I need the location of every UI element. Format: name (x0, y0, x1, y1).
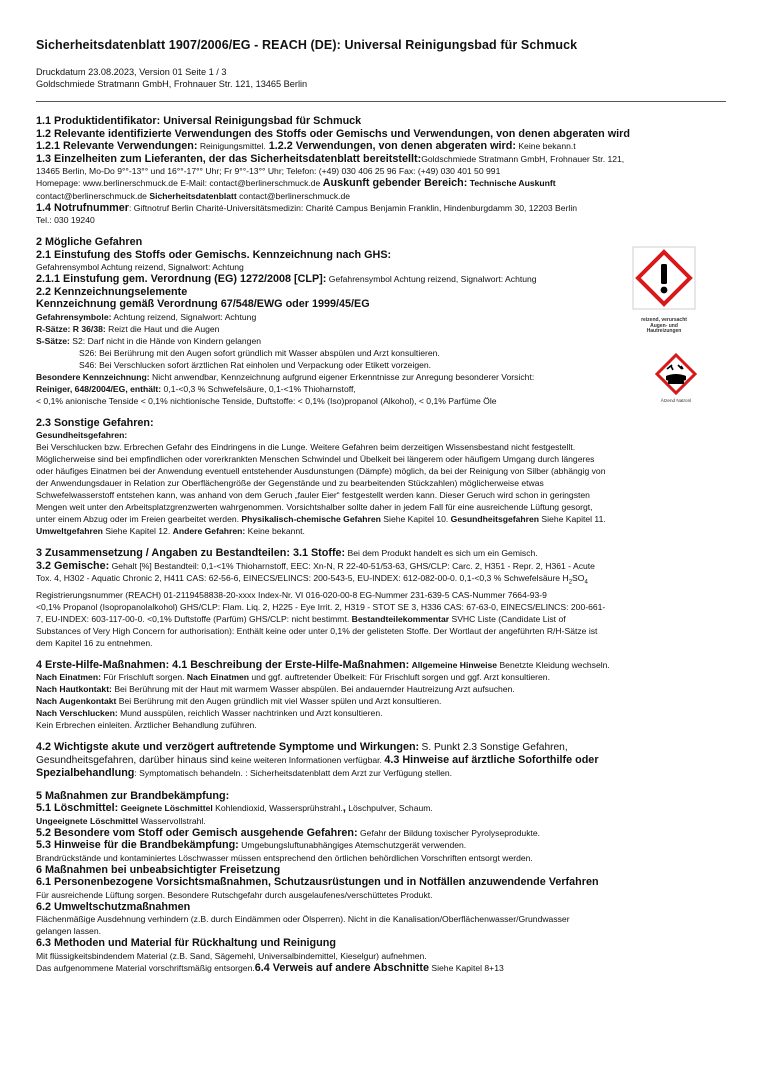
symptoms-line (36, 767, 726, 780)
sds-email-text: contact@berlinerschmuck.de (239, 190, 351, 201)
special-hazard-text: Gefahr der Bildung toxischer Pyrolyseprodukte. (359, 827, 541, 838)
heading-5-1: 5.1 Löschmittel: (36, 802, 119, 815)
header-divider (36, 101, 726, 102)
mixture-text: Tox. 4, H302 - Aquatic Chronic 2, H411 CAS: 62-56-6, EINECS/ELINCS: 200-543-5, EU-INDEX: 612-082-00-0. (36, 573, 458, 583)
sds-label: Sicherheitsdatenblatt (149, 190, 237, 201)
fire-line (36, 815, 726, 827)
ingestion-label: Nach Verschlucken: (36, 708, 118, 719)
exclamation-pictogram-icon (632, 246, 696, 310)
first-aid-line (36, 695, 726, 707)
disposal-text: Das aufgenommene Material vorschriftsmäßig entsorgen. (36, 962, 255, 973)
para-line: Mengen weit unter den Arbeitsplatzgrenzwerten wahrgenommen. Vorsichtshalber sollte daher in jedem Fall für eine ausreichende Lüftung gesorgt, (36, 502, 593, 512)
heading-5: 5 Maßnahmen zur Brandbekämpfung: (36, 789, 230, 802)
section-4 (36, 659, 726, 780)
heading-2-2-b: Kennzeichnung gemäß Verordnung 67/548/EWG oder 1999/45/EG (36, 298, 370, 310)
heading-2-1-1: 2.1.1 Einstufung gem. Verordnung (EG) 1272/2008 [CLP]: (36, 273, 327, 285)
heading-1-2-2-label: 1.2.2 Verwendungen, von denen abgeraten wird: (268, 140, 516, 152)
line-s26: S26: Bei Berührung mit den Augen sofort gründlich mit Wasser abspülen und Arzt konsultieren. (79, 347, 440, 358)
fire-line (36, 839, 726, 852)
comma: , (342, 802, 346, 815)
unsuitable-text: Wasservollstrahl. (140, 815, 206, 826)
first-aid-line (36, 707, 726, 719)
treatment-text: : Symptomatisch behandeln. : Sicherheitsdatenblatt dem Arzt zur Verfügung stellen. (134, 768, 453, 779)
s-phrases-label: S-Sätze: (36, 335, 70, 346)
health-label: Gesundheitsgefahren (450, 514, 540, 524)
special-labelling-label: Besondere Kennzeichnung: (36, 371, 150, 382)
heading-6: 6 Maßnahmen bei unbeabsichtigter Freisetzung (36, 863, 281, 876)
s2-text: S2: Darf nicht in die Hände von Kindern gelangen (72, 335, 262, 346)
other-hazards-text: Keine bekannt. (247, 526, 305, 536)
line-cleaner (36, 383, 726, 395)
fume-text: unter einem Abzug oder im Freien gearbeitet werden. (36, 514, 240, 524)
line-special-labelling (36, 371, 726, 383)
suitable-text: Kohlendioxid, Wassersprühstrahl. (215, 803, 343, 814)
inhalation-text: Für Frischluft sorgen. (103, 672, 185, 683)
document-page (36, 38, 726, 974)
para-line: der Anwendungsdauer in Relation zur Oberflächengröße der Gegenstände und zu bearbeitenden Stückzahlen) möglicherweise etwas (36, 478, 544, 488)
line-1-4-tel: Tel.: 030 19240 (36, 215, 95, 225)
heading-4-2: 4.2 Wichtigste akute und verzögert auftretende Symptome und Wirkungen: (36, 741, 420, 754)
firefighter-text: Umgebungsluftunabhängiges Atemschutzgerät verwenden. (241, 840, 467, 851)
section-1 (36, 115, 726, 226)
section-5 (36, 790, 726, 864)
heading-6-4: 6.4 Verweis auf andere Abschnitte (254, 961, 429, 974)
symptoms-line (36, 741, 726, 754)
fire-line: Brandrückstände und kontaminiertes Löschwasser müssen entsprechend den örtlichen behördlichen Vorschriften entsorgt werden. (36, 852, 533, 863)
mixtures-line: dem Kapitel 16 zu entnehmen. (36, 637, 153, 648)
skin-contact-label: Nach Hautkontakt: (36, 684, 112, 695)
line-1-3-sds (36, 190, 726, 202)
heading-5-3: 5.3 Hinweise für die Brandbekämpfung: (36, 839, 239, 852)
sulfuric-acid-text: 0,1-<0,3 % Schwefelsäure H (457, 573, 569, 583)
general-notes-text: Benetzte Kleidung wechseln. (499, 659, 610, 670)
homepage-email-text: Homepage: www.berlinerschmuck.de E-Mail: contact@berlinerschmuck.de (36, 178, 321, 188)
formula-text: SO (572, 573, 585, 583)
other-hazards-label: Andere Gefahren: (172, 526, 246, 536)
svhc-text: SVHC Liste (Candidate List of (451, 613, 566, 624)
heading-1-4: 1.4 Notrufnummer (36, 201, 129, 214)
general-notes-label: Allgemeine Hinweise (411, 659, 498, 670)
health-hazards-label: Gesundheitsgefahren: (36, 430, 128, 440)
line-s-phrases (36, 335, 726, 347)
line-1-3-web (36, 177, 726, 190)
heading-1-1 (36, 115, 726, 128)
mixtures-line (36, 613, 726, 625)
mixtures-line: Registrierungsnummer (REACH) 01-2119458838-20-xxxx Index-Nr. VI 016-020-00-8 EG-Nummer 231-639-5 CAS-Nummer 7664-93-9 (36, 589, 547, 600)
inhalation-label: Nach Einatmen: (36, 672, 101, 683)
heading-6-1: 6.1 Personenbezogene Vorsichtsmaßnahmen, Schutzausrüstungen und in Notfällen anzuwendende Verfahren (36, 876, 599, 889)
eye-contact-label: Nach Augenkontakt (36, 696, 117, 707)
mixtures-line (36, 560, 726, 573)
first-aid-line (36, 683, 726, 695)
heading-3: 3 Zusammensetzung / Angaben zu Bestandteilen: 3.1 Stoffe: (36, 547, 346, 559)
exclamation-caption: reizend, verursacht Augen- und Hautreizungen (641, 317, 687, 335)
classification-text: Gefahrensymbol Achtung reizend, Signalwort: Achtung (328, 274, 537, 284)
r-phrase-text: Reizt die Haut und die Augen (108, 323, 220, 334)
para-line (36, 525, 726, 537)
heading-4-3: 4.3 Hinweise auf ärztliche Soforthilfe oder (384, 754, 599, 767)
para-line: Möglicherweise sind bei empfindlichen oder vorerkrankten Menschen Schwindel und Übelkeit bei längerem oder häufigem Umgang durch längeres (36, 454, 595, 464)
special-treatment-label: Spezialbehandlung (36, 767, 135, 780)
phys-chem-ref: Siehe Kapitel 10. (383, 514, 449, 524)
heading-1-3: 1.3 Einzelheiten zum Lieferanten, der das Sicherheitsdatenblatt bereitstellt: (36, 152, 422, 165)
section-ref-text: Siehe Kapitel 8+13 (431, 962, 504, 973)
corrosive-pictogram-icon (654, 352, 698, 396)
section-3 (36, 547, 726, 649)
print-date: Druckdatum 23.08.2023, Version 01 Seite 1 / 3 (36, 67, 227, 77)
r-phrase-code: R 36/38: (72, 323, 106, 334)
heading-2: 2 Mögliche Gefahren (36, 236, 143, 248)
mixture-text: Gehalt [%] Bestandteil: 0,1-<1% Thioharnstoff, EEC: Xn-N, R 22-40-51/53-63, GHS/CLP: Carc. 2, H351 - Repr. 2, H361 - Acute (111, 560, 595, 571)
document-body (36, 115, 726, 974)
para-line: Schwefelwasserstoff entstehen kann, was anhand von dem Geruch „fauler Eier“ festgestellt werden kann. Dieser Geruch wird schon in geringsten (36, 490, 590, 500)
mixtures-line (36, 572, 726, 589)
heading-2-2: 2.2 Kennzeichnungselemente (36, 285, 188, 298)
heading-6-3: 6.3 Methoden und Material für Rückhaltung und Reinigung (36, 937, 336, 950)
hazard-symbols-label: Gefahrensymbole: (36, 311, 112, 322)
mixtures-line: <0,1% Propanol (Isopropanolalkohol) GHS/CLP: Flam. Liq. 2, H225 - Eye Irrit. 2, H319 - STOT SE 3, H336 CAS: 67-63-0, EINECS/ELINCS: 200-661- (36, 601, 606, 612)
heading-5-2: 5.2 Besondere vom Stoff oder Gemisch ausgehende Gefahren: (36, 826, 358, 839)
section-2 (36, 236, 726, 407)
heading-2-3: 2.3 Sonstige Gefahren: (36, 416, 154, 429)
mixtures-line: Substances of Very High Concern for authorisation): Enthält keine oder unter 0,1% der gelisteten Stoffe. Der Wortlaut der angeführten R/H-Sätze ist (36, 625, 598, 636)
heading-1-2-1: 1.2.1 Relevante Verwendungen: (36, 140, 198, 152)
heading-1-2-2 (266, 140, 516, 152)
component-comment-label: Bestandteilekommentar (351, 613, 450, 624)
mixture-text: 7, EU-INDEX: 603-117-00-0. <0,1% Duftstoffe (Parfüm) GHS/CLP: nicht bestimmt. (36, 613, 350, 624)
line-s46: S46: Bei Verschlucken sofort ärztlichen Rat einholen und Verpackung oder Etikett vorzeigen. (79, 359, 432, 370)
heading-2-1: 2.1 Einstufung des Stoffs oder Gemischs. Kennzeichnung nach GHS: (36, 248, 392, 261)
inhalation-text-2: und ggf. auftretender Übelkeit: Für Frischluft sorgen und ggf. Arzt konsultieren. (251, 672, 550, 683)
heading-3-2: 3.2 Gemische: (36, 559, 110, 572)
line-1-2-1 (36, 140, 726, 153)
release-line: Flächenmäßige Ausdehnung verhindern (z.B. durch Eindämmen oder Ölsperren). Nicht in die Kanalisation/Oberflächenwasser/Grundwasser (36, 914, 570, 925)
advised-against-text: Keine bekann.t (518, 141, 576, 151)
technical-info-label: Technische Auskunft (469, 178, 556, 188)
suitable-label: Geeignete Löschmittel (120, 803, 213, 814)
first-aid-line (36, 671, 726, 683)
use-text: Reinigungsmittel. (199, 141, 266, 151)
para-line: Bei Verschlucken bzw. Erbrechen Gefahr des Eindringens in die Lunge. Weitere Gefahren beim derzeitigen Wissensbestand nicht festgestellt. (36, 442, 576, 452)
section-6 (36, 864, 726, 975)
no-info-text: keine weiteren Informationen verfügbar. (230, 755, 382, 766)
emergency-text: : Giftnotruf Berlin Charité-Universitätsmedizin: Charité Campus Benjamin Franklin, Hindenburgdamm 30, 12203 Berlin (129, 202, 578, 213)
release-line (36, 962, 726, 975)
product-name: Universal Reinigungsbad für Schmuck (163, 115, 362, 127)
subscript: 2 (568, 579, 573, 586)
line-1-3 (36, 153, 726, 166)
heading-1-2: 1.2 Relevante identifizierte Verwendungen des Stoffs oder Gemischs und Verwendungen, von denen abgeraten wird (36, 127, 630, 140)
line-surfactants: < 0,1% anionische Tenside < 0,1% nichtionische Tenside, Duftstoffe: < 0,1% (Iso)propanol (Alkohol), < 0,1% Parfüme Öle (36, 395, 497, 406)
line-hazard-symbols (36, 311, 726, 323)
r-phrases-label: R-Sätze: (36, 323, 71, 334)
release-line: Für ausreichende Lüftung sorgen. Besondere Rutschgefahr durch ausgelaufenes/verschüttetes Produkt. (36, 889, 433, 900)
inhalation-label-2: Nach Einatmen (186, 672, 250, 683)
corrosive-caption: Ätzend Natronl (660, 398, 692, 403)
first-aid-line: Kein Erbrechen einleiten. Ärztlicher Behandlung zuführen. (36, 720, 257, 731)
release-line: gelangen lassen. (36, 926, 101, 937)
company-address: Goldschmiede Stratmann GmbH, Frohnauer Str. 121, 13465 Berlin (36, 79, 308, 89)
heading-3-line (36, 547, 726, 560)
line-2-1-1 (36, 273, 726, 286)
unsuitable-label: Ungeeignete Löschmittel (36, 815, 139, 826)
fire-line (36, 802, 726, 815)
cleaner-label: Reiniger, 648/2004/EG, enthält: (36, 383, 162, 394)
info-area-label: Auskunft gebender Bereich: (322, 177, 468, 189)
health-ref: Siehe Kapitel 11. (541, 514, 606, 524)
eye-contact-text: Bei Berührung mit den Augen gründlich mit viel Wasser spülen und Arzt konsultieren. (118, 696, 442, 707)
supplier-text: Goldschmiede Stratmann GmbH, Frohnauer Str. 121, (421, 153, 625, 164)
suitable-text-2: Löschpulver, Schaum. (348, 803, 433, 814)
heading-1-1-label: 1.1 Produktidentifikator: (36, 115, 161, 127)
heading-6-2: 6.2 Umweltschutzmaßnahmen (36, 900, 191, 913)
env-ref: Siehe Kapitel 12. (105, 526, 171, 536)
cleaner-text: 0,1-<0,3 % Schwefelsäure, 0,1-<1% Thioharnstoff, (163, 383, 356, 394)
release-line: Mit flüssigkeitsbindendem Material (z.B. Sand, Sägemehl, Universalbindemittel, Kieselgur) aufnehmen. (36, 950, 427, 961)
substance-text: Bei dem Produkt handelt es sich um ein Gemisch. (347, 548, 538, 558)
special-labelling-text: Nicht anwendbar, Kennzeichnung aufgrund eigener Erkenntnisse zur Anregung besonderer Vorsicht: (152, 371, 535, 382)
document-meta (36, 66, 726, 90)
contact-email-text: contact@berlinerschmuck.de (36, 190, 147, 201)
para-line (36, 513, 726, 525)
document-title: Sicherheitsdatenblatt 1907/2006/EG - REACH (DE): Universal Reinigungsbad für Schmuck (36, 38, 578, 52)
symptoms-text: Gesundheitsgefahren, darüber hinaus sind (36, 755, 229, 767)
hazard-symbols-text: Achtung reizend, Signalwort: Achtung (113, 311, 257, 322)
section-2-3 (36, 417, 726, 538)
para-line: oder häufiges Einatmen bei der Anwendung eventuell entstehender Ausdunstungen (Dämpfe) möglich, da bei der Reinigung von Silber (abhängig von (36, 466, 606, 476)
line-2-1: Gefahrensymbol Achtung reizend, Signalwort: Achtung (36, 262, 244, 272)
symptoms-ref: S. Punkt 2.3 Sonstige Gefahren, (421, 742, 568, 754)
line-r-phrases (36, 323, 726, 335)
heading-4-line (36, 659, 726, 672)
symptoms-line (36, 754, 726, 767)
line-1-3-contact: 13465 Berlin, Mo-Do 9°°-13°° und 16°°-17°° Uhr; Fr 9°°-13°° Uhr; Telefon: (+49) 030 406 25 96 Fax: (+49) 030 401 50 991 (36, 166, 501, 176)
ingestion-text: Mund ausspülen, reichlich Wasser nachtrinken und Arzt konsultieren. (120, 708, 383, 719)
env-label: Umweltgefahren (36, 526, 103, 536)
fire-line (36, 827, 726, 840)
skin-contact-text: Bei Berührung mit der Haut mit warmem Wasser abspülen. Bei andauernder Hautreizung Arzt aufsuchen. (114, 684, 515, 695)
subscript: 4 (584, 579, 588, 586)
line-1-4 (36, 202, 726, 215)
heading-4: 4 Erste-Hilfe-Maßnahmen: 4.1 Beschreibung der Erste-Hilfe-Maßnahmen: (36, 658, 410, 671)
phys-chem-label: Physikalisch-chemische Gefahren (241, 514, 381, 524)
